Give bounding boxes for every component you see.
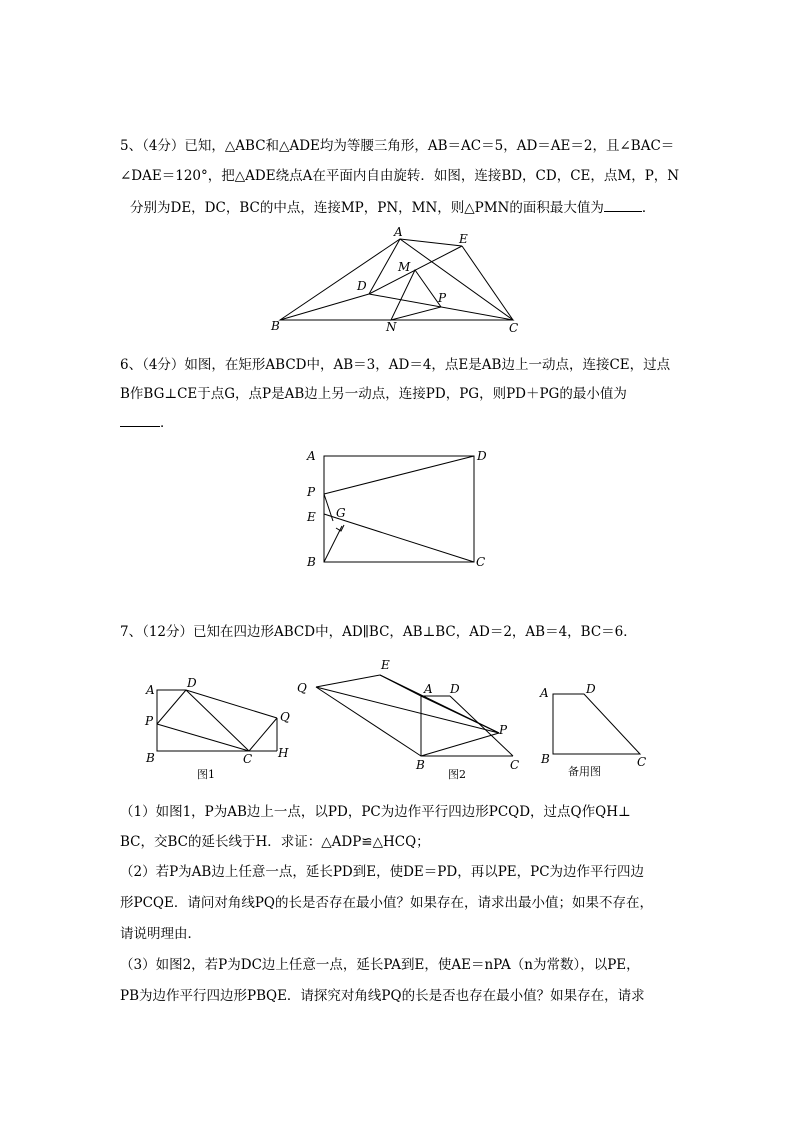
q7-fig2-label-d: D	[450, 682, 460, 696]
q6-line-1: 6、（4分）如图，在矩形ABCD中，AB＝3，AD＝4，点E是AB边上一动点，连接CE，过点	[120, 357, 671, 373]
q7-fig1-label-b: B	[146, 751, 155, 765]
q7-fig1-label-p: P	[145, 714, 154, 728]
q5-label-m: M	[398, 260, 411, 274]
q5-label-a: A	[394, 225, 403, 239]
q5-line-2: ∠DAE＝120°，把△ADE绕点A在平面内自由旋转．如图，连接BD，CD，CE，点M，P，N	[120, 168, 680, 184]
q7-fig1-label-d: D	[187, 676, 197, 690]
q7-fig3-lines	[553, 694, 640, 754]
q7-fig1-label-c: C	[243, 752, 253, 766]
q7-fig2-label-b: B	[416, 758, 425, 772]
q7-fig2-label-p: P	[499, 723, 508, 737]
q6-label-d: D	[477, 449, 487, 463]
q7-part1-line-2: BC，交BC的延长线于H．求证：△ADP≌△HCQ；	[120, 834, 430, 850]
q6-line-2: B作BG⊥CE于点G，点P是AB边上另一动点，连接PD，PG，则PD＋PG的最小值为	[120, 386, 627, 402]
q7-part2-line-2: 形PCQE．请问对角线PQ的长是否存在最小值？如果存在，请求出最小值；如果不存在，	[120, 895, 653, 911]
q7-fig2-lines	[316, 675, 513, 756]
q6-label-c: C	[476, 555, 486, 569]
q7-fig1-label-h: H	[278, 746, 289, 760]
q7-fig1-lines	[157, 690, 277, 751]
q7-fig1-caption: 图1	[197, 768, 215, 781]
q7-part3-line-2: PB为边作平行四边形PBQE．请探究对角线PQ的长是否也存在最小值？如果存在，请求	[120, 988, 645, 1004]
q7-fig3-label-a: A	[540, 686, 549, 700]
q7-fig1-label-a: A	[146, 683, 155, 697]
q7-part2-line-3: 请说明理由．	[120, 926, 201, 942]
q5-line-3: 分别为DE，DC，BC的中点，连接MP，PN，MN，则△PMN的面积最大值为 ．	[130, 200, 656, 216]
q7-fig1-label-q: Q	[280, 710, 290, 724]
q7-fig2-label-a: A	[424, 682, 433, 696]
q6-label-b: B	[307, 555, 316, 569]
q7-fig3-label-b: B	[541, 752, 550, 766]
q6-label-p: P	[307, 485, 316, 499]
q7-fig2-label-e: E	[381, 658, 390, 672]
q6-label-e: E	[307, 510, 316, 524]
q5-label-n: N	[386, 320, 397, 334]
q5-label-d: D	[357, 279, 367, 293]
q7-part2-line-1: （2）若P为AB边上任意一点，延长PD到E，使DE＝PD，再以PE，PC为边作平行四边	[120, 864, 645, 880]
q7-fig2-label-c: C	[510, 758, 520, 772]
q5-line-1: 5、（4分）已知，△ABC和△ADE均为等腰三角形，AB＝AC＝5，AD＝AE＝2，且∠BAC＝	[120, 138, 675, 154]
q7-fig2-label-q: Q	[297, 681, 307, 695]
q6-line-3: ．	[120, 413, 174, 433]
q7-fig2-caption: 图2	[448, 768, 466, 781]
q7-fig3-label-c: C	[637, 755, 647, 769]
q7-fig3-caption: 备用图	[568, 765, 601, 778]
q5-label-c: C	[509, 321, 519, 335]
q5-label-p: P	[438, 291, 447, 305]
q7-part3-line-1: （3）如图2，若P为DC边上任意一点，延长PA到E，使AE＝nPA（n为常数），以PE，	[120, 957, 640, 973]
q7-fig3-label-d: D	[586, 682, 596, 696]
q5-label-b: B	[271, 319, 280, 333]
q7-part1-line-1: （1）如图1，P为AB边上一点，以PD，PC为边作平行四边形PCQD，过点Q作QH⊥	[120, 804, 631, 820]
q6-label-g: G	[336, 506, 346, 520]
q5-label-e: E	[459, 232, 468, 246]
q7-stem: 7、（12分）已知在四边形ABCD中，AD∥BC，AB⊥BC，AD＝2，AB＝4，BC＝6．	[120, 624, 637, 640]
q6-label-a: A	[307, 449, 316, 463]
